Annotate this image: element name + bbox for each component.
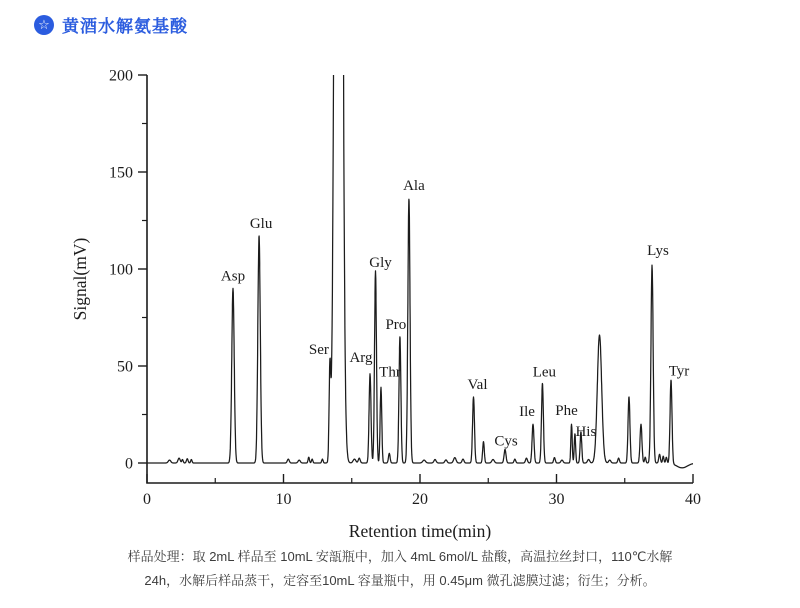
- x-tick-label: 10: [275, 491, 292, 508]
- x-tick-label: 0: [143, 491, 151, 508]
- peak-label-cys: Cys: [494, 433, 518, 450]
- caption-line-2: 24h，水解后样品蒸干，定容至10mL 容量瓶中，用 0.45μm 微孔滤膜过滤；衍生；分析。: [144, 573, 656, 588]
- x-tick-label: 40: [685, 491, 701, 508]
- y-tick-label: 100: [109, 261, 133, 279]
- peak-label-tyr: Tyr: [668, 363, 690, 380]
- peak-label-glu: Glu: [249, 216, 273, 232]
- peak-label-gly: Gly: [369, 254, 392, 271]
- y-tick-label: 50: [117, 358, 133, 376]
- y-tick-label: 200: [109, 67, 133, 85]
- x-tick-label: 20: [412, 491, 428, 508]
- x-axis-title: Retention time(min): [348, 521, 492, 541]
- y-tick-label: 150: [109, 164, 133, 182]
- y-tick-label: 0: [125, 455, 133, 473]
- peak-label-ala: Ala: [403, 178, 425, 195]
- peak-label-lys: Lys: [647, 243, 669, 260]
- peak-label-val: Val: [467, 377, 488, 393]
- caption: [0, 545, 800, 593]
- peak-label-ser: Ser: [308, 341, 329, 358]
- peak-label-his: His: [575, 424, 597, 440]
- x-tick-label: 30: [548, 491, 565, 508]
- peak-label-thr: Thr: [379, 364, 401, 381]
- peak-label-ile: Ile: [519, 404, 535, 421]
- caption-line-1: 样品处理：取 2mL 样品至 10mL 安瓿瓶中，加入 4mL 6mol/L 盐酸，高温拉丝封口，110℃水解: [127, 549, 673, 564]
- peak-label-phe: Phe: [555, 403, 578, 420]
- y-axis-title: Signal(mV): [70, 237, 90, 321]
- peak-label-pro: Pro: [385, 316, 407, 333]
- peak-label-leu: Leu: [532, 364, 557, 381]
- page-title: 黄酒水解氨基酸: [62, 17, 188, 36]
- peak-label-arg: Arg: [349, 349, 373, 366]
- peak-label-asp: Asp: [220, 268, 246, 285]
